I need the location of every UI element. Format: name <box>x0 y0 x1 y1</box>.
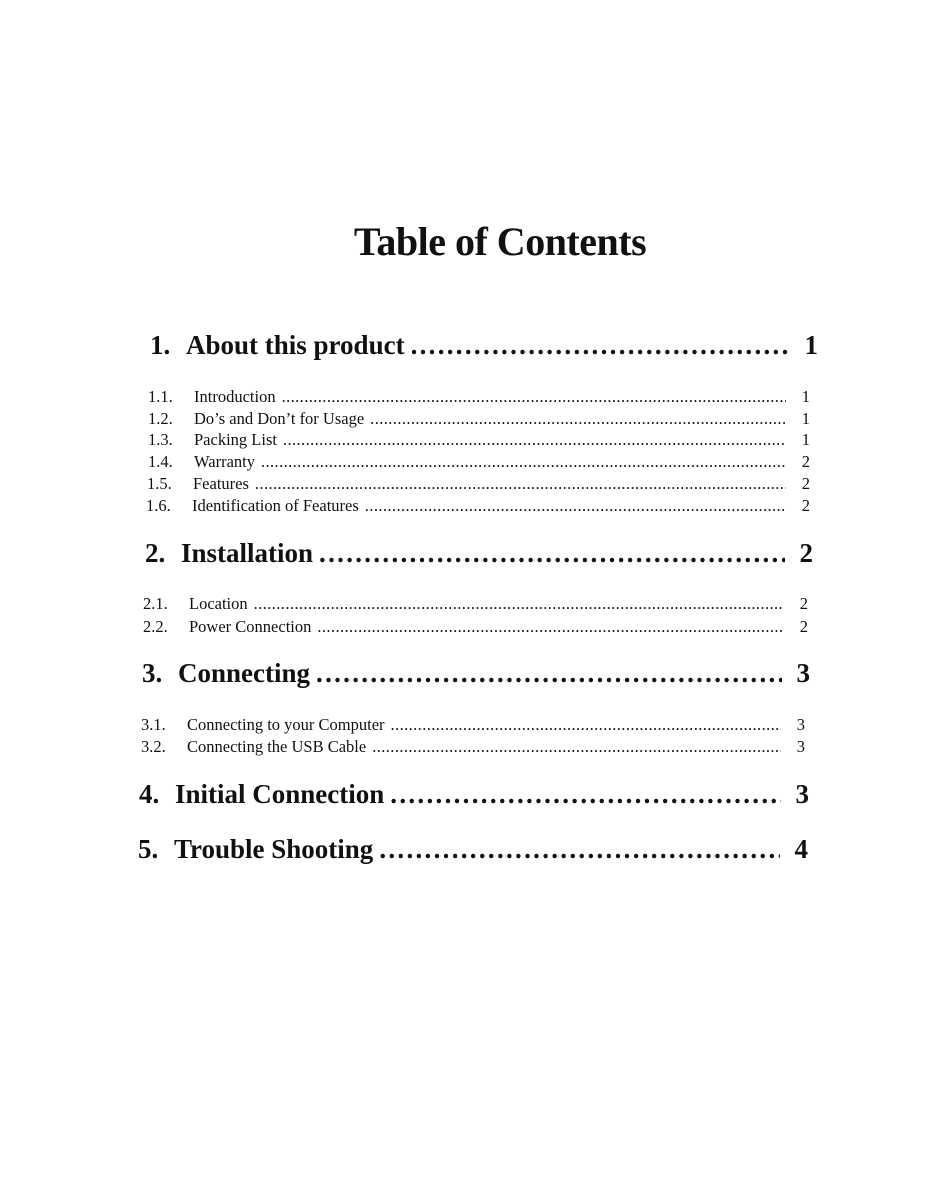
subsection-number: 2.2. <box>143 617 168 636</box>
subsection-label: Connecting to your Computer <box>187 715 385 734</box>
dot-leader <box>255 474 786 494</box>
dot-leader <box>391 715 781 735</box>
section-page-number: 4 <box>794 834 808 864</box>
subsection-page-number: 2 <box>799 594 808 613</box>
toc-subsection-1-1 <box>148 387 810 409</box>
toc-subsection-3-1 <box>141 715 805 737</box>
subsection-page-number: 2 <box>801 474 810 493</box>
toc-section-5 <box>138 834 808 874</box>
subsection-page-number: 3 <box>796 715 805 734</box>
subsection-label: Warranty <box>194 452 255 471</box>
subsection-number: 3.2. <box>141 737 166 756</box>
section-page-number: 1 <box>804 330 818 360</box>
section-number: 1. <box>150 330 171 360</box>
subsection-number: 3.1. <box>141 715 166 734</box>
subsection-page-number: 1 <box>801 409 810 428</box>
dot-leader <box>379 834 780 865</box>
subsection-number: 1.6. <box>146 496 171 515</box>
toc-subsection-3-2 <box>141 737 805 759</box>
subsection-page-number: 2 <box>801 496 810 515</box>
dot-leader <box>319 538 785 569</box>
subsection-page-number: 1 <box>801 430 810 449</box>
toc-subsection-1-4 <box>148 452 810 474</box>
toc-subsection-1-5 <box>147 474 810 496</box>
toc-subsection-2-1 <box>143 594 808 616</box>
dot-leader <box>316 658 782 689</box>
dot-leader <box>411 330 790 361</box>
section-label: About this product <box>186 330 405 360</box>
dot-leader <box>254 594 784 614</box>
section-page-number: 3 <box>795 779 809 809</box>
section-page-number: 3 <box>796 658 810 688</box>
section-label: Initial Connection <box>175 779 385 809</box>
page-title: Table of Contents <box>353 219 647 264</box>
subsection-number: 2.1. <box>143 594 168 613</box>
section-number: 5. <box>138 834 159 864</box>
subsection-number: 1.2. <box>148 409 173 428</box>
toc-section-4 <box>139 779 809 819</box>
toc-section-1 <box>150 330 818 370</box>
dot-leader <box>282 387 786 407</box>
dot-leader <box>261 452 786 472</box>
section-number: 4. <box>139 779 160 809</box>
dot-leader <box>365 496 786 516</box>
subsection-number: 1.1. <box>148 387 173 406</box>
toc-subsection-2-2 <box>143 617 808 639</box>
subsection-label: Connecting the USB Cable <box>187 737 367 756</box>
toc-subsection-1-6 <box>146 496 810 518</box>
subsection-label: Location <box>189 594 248 613</box>
section-page-number: 2 <box>799 538 813 568</box>
subsection-label: Introduction <box>194 387 276 406</box>
subsection-label: Features <box>193 474 249 493</box>
subsection-label: Power Connection <box>189 617 312 636</box>
subsection-number: 1.3. <box>148 430 173 449</box>
section-label: Connecting <box>178 658 311 688</box>
toc-section-2 <box>145 538 813 578</box>
subsection-page-number: 3 <box>796 737 805 756</box>
dot-leader <box>317 617 784 637</box>
subsection-label: Do’s and Don’t for Usage <box>194 409 365 428</box>
dot-leader <box>390 779 781 810</box>
subsection-page-number: 1 <box>801 387 810 406</box>
subsection-number: 1.5. <box>147 474 172 493</box>
toc-subsection-1-3 <box>148 430 810 452</box>
section-label: Installation <box>181 538 314 568</box>
subsection-page-number: 2 <box>799 617 808 636</box>
section-number: 2. <box>145 538 166 568</box>
toc-section-3 <box>142 658 810 698</box>
dot-leader <box>370 409 786 429</box>
dot-leader <box>372 737 781 757</box>
subsection-label: Packing List <box>194 430 277 449</box>
subsection-number: 1.4. <box>148 452 173 471</box>
subsection-page-number: 2 <box>801 452 810 471</box>
section-number: 3. <box>142 658 163 688</box>
subsection-label: Identification of Features <box>192 496 359 515</box>
toc-subsection-1-2 <box>148 409 810 431</box>
section-label: Trouble Shooting <box>174 834 374 864</box>
dot-leader <box>283 430 786 450</box>
